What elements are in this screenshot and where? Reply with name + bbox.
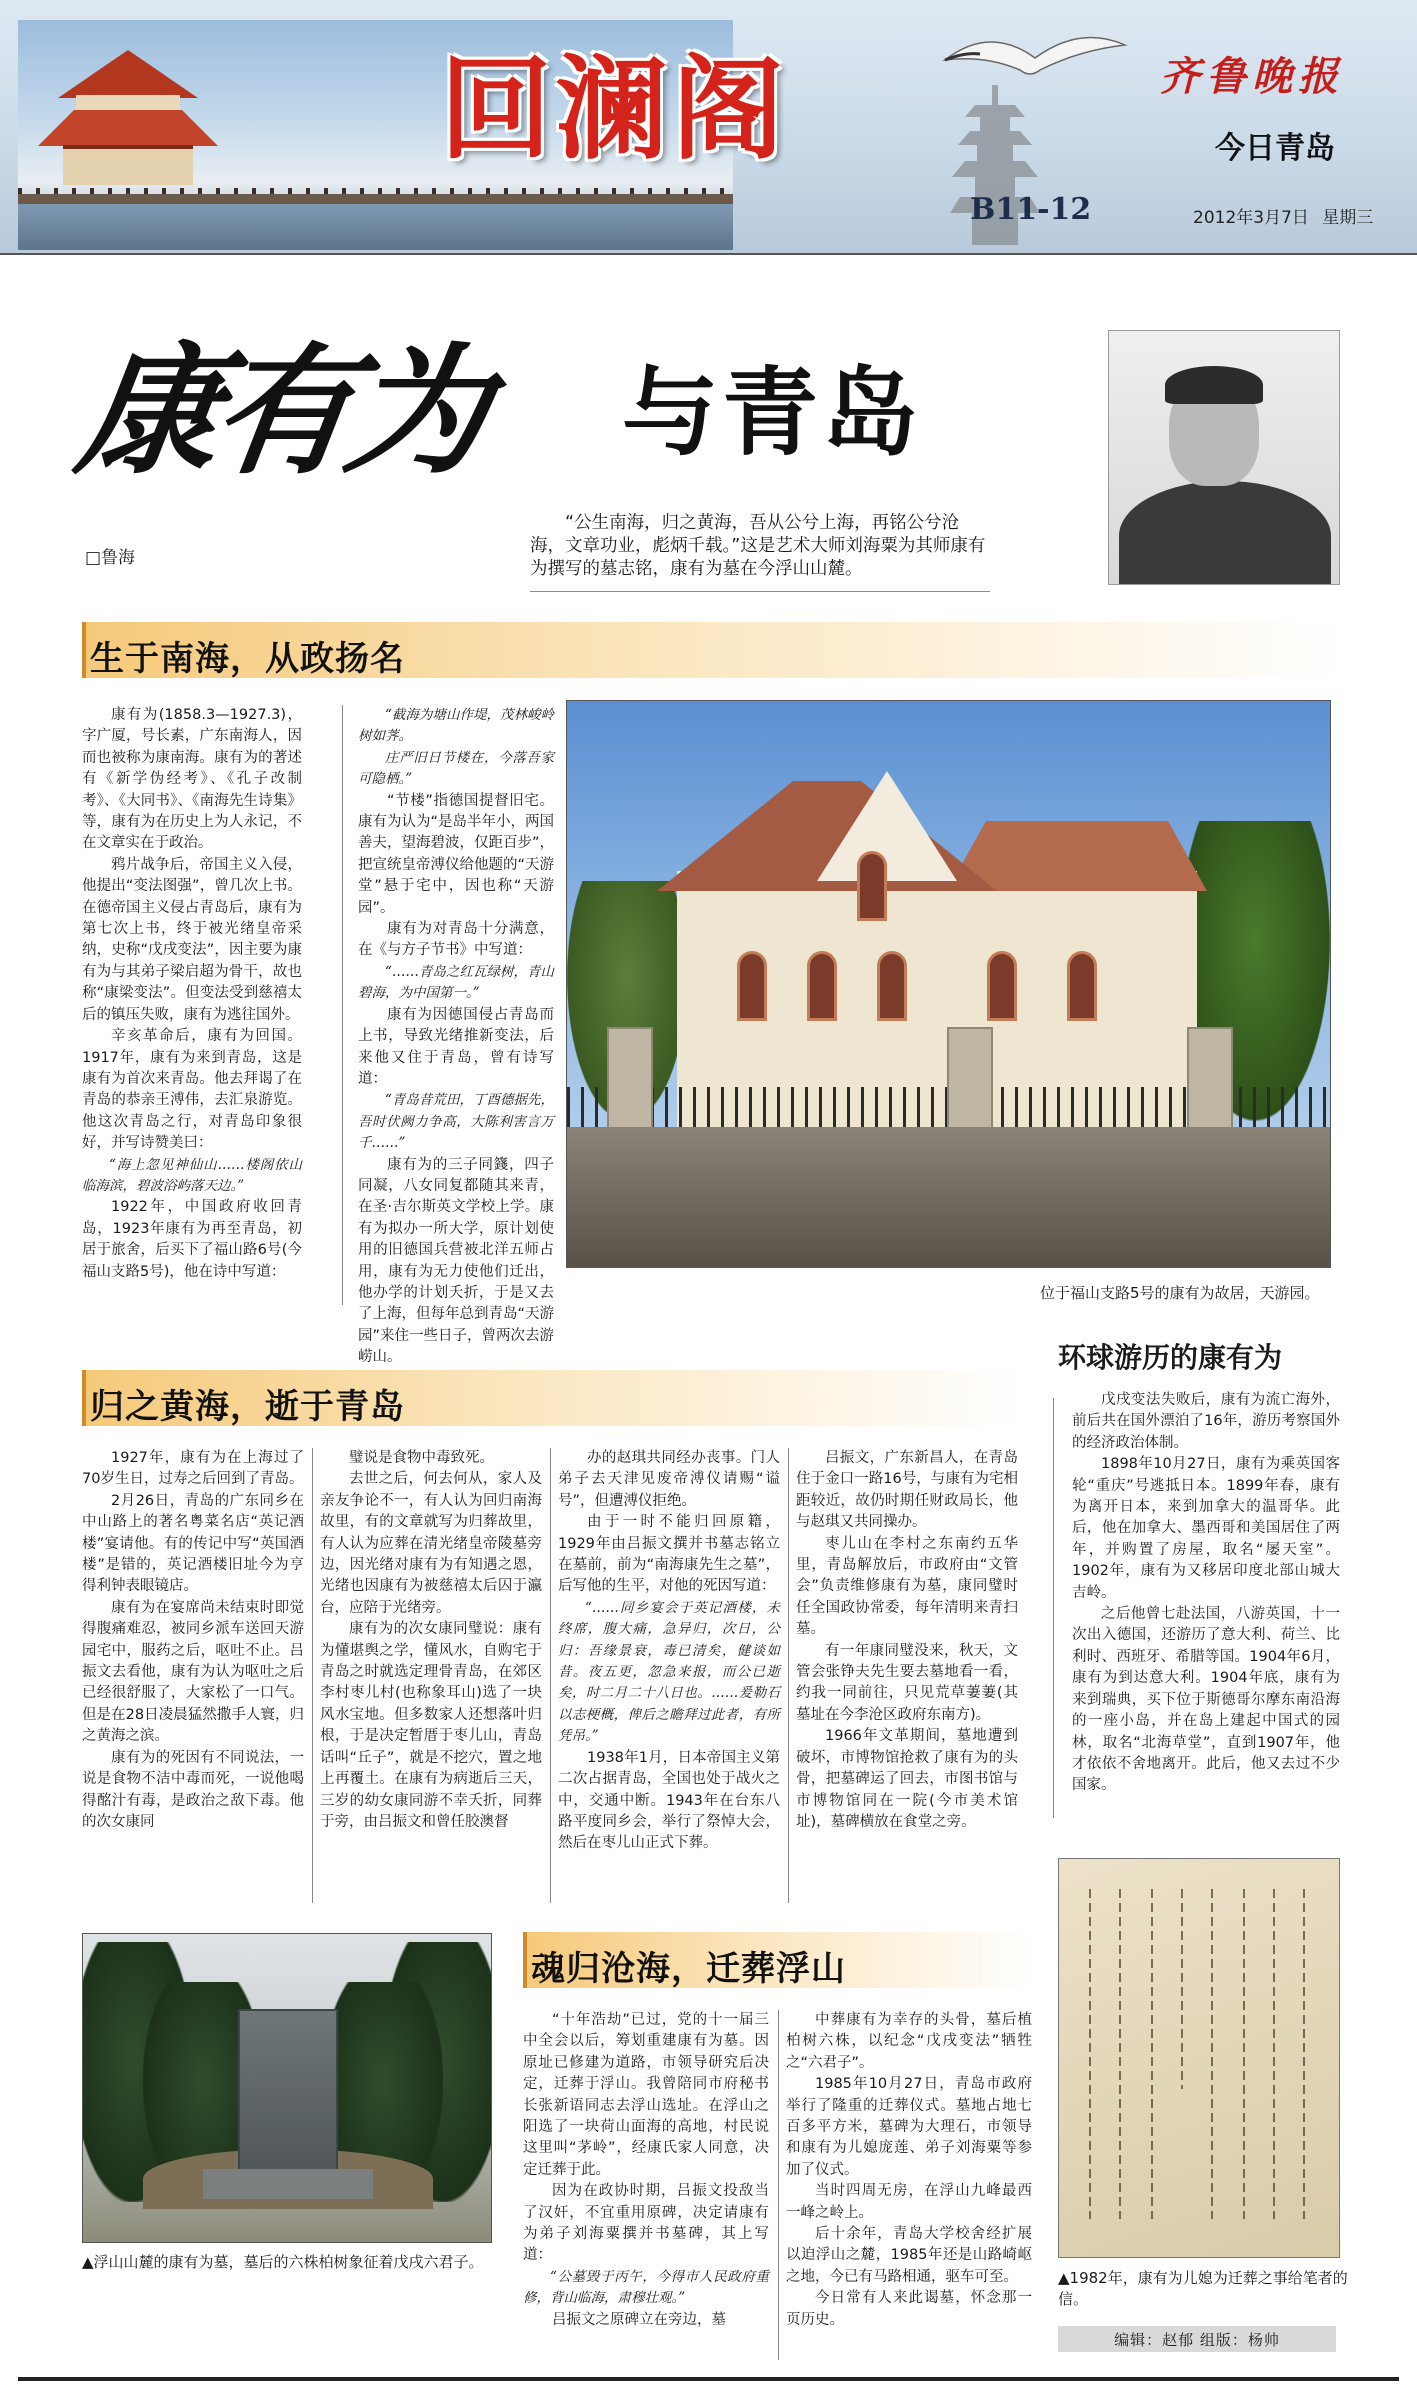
bottom-rule: [18, 2377, 1399, 2381]
paragraph: 办的赵琪共同经办丧事。门人弟子去天津见废帝溥仪请赐“谥号”，但遭溥仪拒绝。: [558, 1450, 780, 1509]
paragraph: 去世之后，何去何从，家人及亲友争论不一，有人认为回归南海故里，有的文章就写为归葬故里，有人认为应葬在清光绪皇帝陵墓旁边，因光绪对康有为有知遇之恩，光绪也因康有为被慈禧太后囚于瀛台，应陪于光绪旁。: [320, 1471, 542, 1616]
s1-column-2: [358, 705, 554, 1369]
sidebar-title: 环球游历的康有为: [1058, 1341, 1283, 1374]
paragraph: 之后他曾七赴法国，八游英国，十一次出入德国，还游历了意大利、荷兰、比利时、西班牙、希腊等国。1904年6月，康有为到达意大利。1904年底，康有为来到瑞典，买下位于斯德哥尔摩东南沿海的一座小岛，并在岛上建起中国式的园林，取名“北海草堂”，直到1907年，他才依依不舍地离开。此后，他又去过不少国家。: [1072, 1606, 1340, 1794]
sidebar-divider: [1053, 1398, 1054, 1818]
paragraph: 因为在政协时期，吕振文投敌当了汉奸，不宜重用原碑，决定请康有为弟子刘海粟撰并书墓碑，其上写道：: [523, 2183, 769, 2264]
paragraph: 康有为的三子同籛，四子同凝，八女同复都随其来青，在圣·吉尔斯英文学校上学。康有为拟办一所大学，原计划使用的旧德国兵营被北洋五师占用，康有为无力使他们迁出，他办学的计划夭折，于是又去了上海，但每年总到青岛“天游园”来住一些日子，曾两次去游崂山。: [358, 1156, 555, 1366]
s2-column-2: [320, 1448, 542, 1833]
photo-caption: 位于福山支路5号的康有为故居，天游园。: [1040, 1284, 1320, 1302]
headline-sub: 与青岛: [622, 357, 922, 469]
column-divider: [778, 2010, 779, 2360]
section-name: 今日青岛: [1215, 131, 1335, 166]
lead-paragraph: “公生南海，归之黄海，吾从公兮上海，再铭公兮沧海，文章功业，彪炳千载。”这是艺术大师刘海粟为其师康有为撰写的墓志铭，康有为墓在今浮山山麓。: [530, 512, 990, 592]
paragraph: 辛亥革命后，康有为回国。1917年，康有为来到青岛，这是康有为首次来青岛。他去拜谒了在青岛的恭亲王溥伟，去汇泉游览。他这次青岛之行，对青岛印象很好，并写诗赞美曰：: [82, 1028, 302, 1152]
paragraph: 1966年文革期间，墓地遭到破坏，市博物馆抢救了康有为的头骨，把墓碑运了回去，市图书馆与市博物馆同在一院(今市美术馆址)，墓碑横放在食堂之旁。: [796, 1728, 1018, 1830]
poem-quote: “海上忽见神仙山……楼阁依山临海滨，碧波浴屿落天边。”: [82, 1156, 302, 1194]
photo-caption: ▲1982年，康有为儿媳为迁葬之事给笔者的信。: [1058, 2269, 1348, 2308]
s1-column-1: [82, 705, 302, 1283]
paragraph: 吕振文，广东新昌人，在青岛住于金口一路16号，与康有为宅相距较近，故仍时期任财政局长，他与赵琪又共同操办。: [796, 1450, 1018, 1531]
s3-column-2: [786, 2010, 1032, 2331]
paragraph: 1938年1月，日本帝国主义第二次占据青岛，全国也处于战火之中，交通中断。1943年在台东八路平度同乡会，举行了祭悼大会，然后在枣儿山正式下葬。: [558, 1749, 780, 1852]
section-header-2: [82, 1370, 1022, 1426]
paragraph: 中葬康有为幸存的头骨，墓后植柏树六株，以纪念“戊戌变法”牺牲之“六君子”。: [786, 2012, 1032, 2071]
paragraph: 有一年康同璧没来，秋天，文管会张铮夫先生要去墓地看一看，约我一同前往，只见荒草萋萋(其墓址在今李沧区政府东南方)。: [796, 1642, 1018, 1723]
seagull-icon: [940, 20, 1130, 90]
paragraph: 当时四周无房，在浮山九峰最西一峰之岭上。: [786, 2183, 1032, 2221]
s2-column-3: [558, 1448, 780, 1855]
masthead: [0, 0, 1417, 255]
tianyou-garden-photo: [566, 700, 1331, 1268]
newspaper-name: 齐鲁晚报: [1160, 53, 1344, 100]
poem-quote: “截海为塘山作堤，茂林峻岭树如荠。: [358, 707, 554, 745]
paragraph: 璧说是食物中毒致死。: [349, 1450, 494, 1466]
poem-quote: “青岛昔荒田，丁酉德据先，吾时伏阙力争高，大陈利害言万千……”: [358, 1092, 554, 1152]
paragraph: 康有为因德国侵占青岛而上书，导致光绪推新变法，后来他又住于青岛，曾有诗写道：: [358, 1006, 554, 1087]
paragraph: “十年浩劫”已过，党的十一届三中全会以后，筹划重建康有为墓。因原址已修建为道路，市领导研究后决定，迁葬于浮山。我曾陪同市府秘书长张新语同志去浮山选址。在浮山之阳选了一块荷山面海的高地，村民说这里叫“茅岭”，经康氏家人同意，决定迁葬于此。: [523, 2012, 769, 2178]
column-divider: [312, 1448, 313, 1903]
kang-youwei-portrait: [1108, 330, 1340, 585]
column-divider: [342, 705, 343, 1305]
s2-column-1: [82, 1448, 304, 1833]
column-divider: [788, 1448, 789, 1903]
paragraph: 2月26日，青岛的广东同乡在中山路上的著名粤菜名店“英记酒楼”宴请他。有的传记中写“英国酒楼”是错的，英记酒楼旧址今为亨得利钟表眼镜店。: [82, 1492, 304, 1595]
paragraph: 康有为在宴席尚未结束时即觉得腹痛难忍，被同乡派车送回天游园宅中，服药之后，呕吐不止。吕振文去看他，康有为认为呕吐之后已经很舒服了，大家松了一口气。但是在28日凌晨猛然撒手人寰，归之黄海之滨。: [82, 1599, 304, 1745]
section-title: 魂归沧海，迁葬浮山: [531, 1949, 846, 1989]
paragraph: 由于一时不能归回原籍，1929年由吕振文撰并书墓志铭立在墓前，前为“南海康先生之墓”，后写他的生平，对他的死因写道：: [558, 1514, 780, 1595]
page-number: B11-12: [970, 192, 1092, 227]
paragraph: 枣儿山在李村之东南约五华里，青岛解放后，市政府由“文管会”负责维修康有为墓，康同璧时任全国政协常委，每年清明来青扫墓。: [796, 1535, 1018, 1638]
poem-quote: “……青岛之红瓦绿树，青山碧海，为中国第一。”: [358, 963, 554, 1002]
paragraph: 1985年10月27日，青岛市政府举行了隆重的迁葬仪式。墓地占地七百多平方米，墓碑为大理石，市领导和康有为儿媳庞莲、弟子刘海粟等参加了仪式。: [786, 2076, 1032, 2178]
paragraph: 1922年，中国政府收回青岛，1923年康有为再至青岛，初居于旅舍，后买下了福山路6号(今福山支路5号)，他在诗中写道：: [82, 1199, 302, 1280]
poem-quote: “公墓毁于丙午，今得市人民政府重修，背山临海，肃穆壮观。”: [523, 2268, 769, 2307]
paragraph: 1927年，康有为在上海过了70岁生日，过寿之后回到了青岛。: [82, 1450, 304, 1488]
masthead-title: 回澜阁: [440, 44, 788, 175]
paragraph: 吕振文之原碑立在旁边，墓: [552, 2311, 726, 2328]
paragraph: 1898年10月27日，康有为乘英国客轮“重庆”号逃抵日本。1899年春，康有为离开日本，来到加拿大的温哥华。此后，他在加拿大、墨西哥和美国居住了两年，并购置了房屋，取名“屡天室”。1902年，康有为又移居印度北部山城大吉岭。: [1072, 1456, 1340, 1601]
sidebar-text: [1072, 1390, 1340, 1797]
paragraph: 后十余年，青岛大学校舍经扩展以迫浮山之麓，1985年还是山路崎岖之地，今已有马路相通，驱车可至。: [786, 2226, 1032, 2285]
paragraph: 鸦片战争后，帝国主义入侵，他提出“变法图强”，曾几次上书。在德帝国主义侵占青岛后，康有为第七次上书，终于被光绪皇帝采纳，史称“戊戌变法”，因主要为康有为与其弟子梁启超为骨干，故也称“康梁变法”。但变法受到慈禧太后的镇压失败，康有为逃往国外。: [82, 856, 302, 1023]
section-header-1: [82, 622, 1342, 678]
byline: □鲁海: [85, 548, 136, 568]
paragraph: “节楼”指德国提督旧宅。康有为认为“是岛半年小，两国善夫，望海碧波，仅距百步”，把宣统皇帝溥仪给他题的“天游堂”悬于宅中，因也称“天游园”。: [358, 792, 555, 916]
paragraph: 戊戌变法失败后，康有为流亡海外，前后共在国外漂泊了16年，游历考察国外的经济政治体制。: [1072, 1392, 1340, 1451]
poem-quote: 庄严旧日节楼在，今落吾家可隐栖。”: [358, 749, 554, 788]
s3-column-1: [523, 2010, 769, 2331]
paragraph: 康有为对青岛十分满意，在《与方子节书》中写道：: [358, 921, 554, 959]
paragraph: 康有为(1858.3—1927.3)，字广厦，号长素，广东南海人，因而也被称为康南海。康有为的著述有《新学伪经考》、《孔子改制考》、《大同书》、《南海先生诗集》等，康有为在历史上为人永记，不在文章实在于政治。: [82, 707, 302, 852]
photo-caption: ▲浮山山麓的康有为墓，墓后的六株柏树象征着戊戌六君子。: [82, 2253, 484, 2271]
paragraph: 康有为的死因有不同说法，一说是食物不洁中毒而死，一说他喝得酩汁有毒，是政治之敌下毒。他的次女康同: [82, 1749, 304, 1830]
headline-main: 康有为: [68, 330, 494, 494]
handwritten-letter-photo: [1058, 1858, 1340, 2258]
editor-credits: 编辑：赵郁 组版：杨帅: [1058, 2326, 1336, 2352]
s2-column-4: [796, 1448, 1018, 1833]
tomb-photo: [82, 1933, 492, 2243]
section-title: 生于南海，从政扬名: [90, 639, 405, 679]
column-divider: [550, 1448, 551, 1903]
section-title: 归之黄海，逝于青岛: [90, 1387, 405, 1427]
poem-quote: “……同乡宴会于英记酒楼，未终席，腹大痛，急异归，次日，公归：吾缘景衰，毒已清矣，健谈如昔。夜五更，忽急来报，而公已逝矣，时二月二十八日也。……爰勒石以志梗概，俾后之瞻拜过此者，有所凭吊。”: [558, 1599, 780, 1745]
paragraph: 康有为的次女康同璧说：康有为懂堪舆之学，懂风水，自购宅于青岛之时就选定理骨青岛，在郊区李村枣儿村(也称象耳山)选了一块风水宝地。但多数家人还想落叶归根，于是决定暂厝于枣儿山，青岛话叫“丘子”，就是不挖穴，置之地上再覆土。在康有为病逝后三天，三岁的幼女康同游不幸夭折，同葬于旁，由吕振文和曾任胶澳督: [320, 1621, 542, 1830]
section-header-3: [523, 1932, 1033, 1988]
issue-date: 2012年3月7日 星期三: [1193, 208, 1374, 228]
paragraph: 今日常有人来此谒墓，怀念那一页历史。: [786, 2290, 1032, 2328]
